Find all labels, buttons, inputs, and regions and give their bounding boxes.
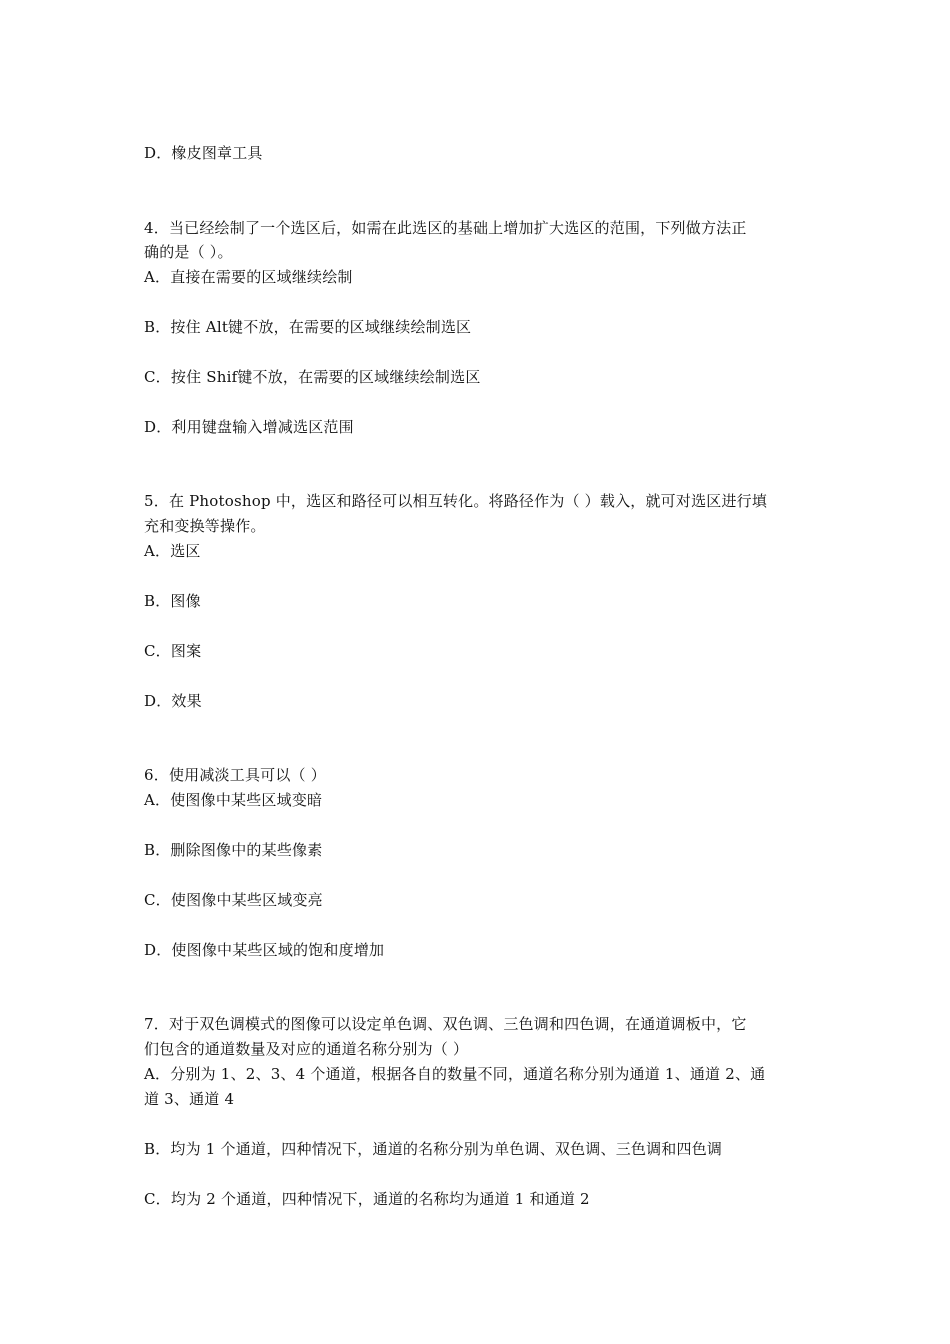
q3-option-d: D．橡皮图章工具 xyxy=(144,144,263,162)
q7-option-c: C．均为 2 个通道，四种情况下，通道的名称均为通道 1 和通道 2 xyxy=(144,1190,590,1208)
q6-stem-line1: 6．使用减淡工具可以（ ） xyxy=(144,766,326,784)
q4-stem-line1: 4．当已经绘制了一个选区后，如需在此选区的基础上增加扩大选区的范围，下列做方法正 xyxy=(144,219,747,237)
q7-option-a-line1: A．分别为 1、2、3、4 个通道，根据各自的数量不同，通道名称分别为通道 1、通道 2、通 xyxy=(144,1065,766,1083)
q6-option-b: B．删除图像中的某些像素 xyxy=(144,841,323,859)
q6-option-a: A．使图像中某些区域变暗 xyxy=(144,791,323,809)
q6-option-c: C．使图像中某些区域变亮 xyxy=(144,891,323,909)
q5-option-d: D．效果 xyxy=(144,692,202,710)
q7-stem-line1: 7．对于双色调模式的图像可以设定单色调、双色调、三色调和四色调，在通道调板中，它 xyxy=(144,1015,747,1033)
q6-option-d: D．使图像中某些区域的饱和度增加 xyxy=(144,941,385,959)
q4-option-d: D．利用键盘输入增减选区范围 xyxy=(144,418,354,436)
q5-option-b: B．图像 xyxy=(144,592,201,610)
q4-option-a: A．直接在需要的区域继续绘制 xyxy=(144,268,353,286)
q5-option-a: A．选区 xyxy=(144,542,201,560)
q4-option-c: C．按住 Shif键不放，在需要的区域继续绘制选区 xyxy=(144,368,481,386)
q4-stem-line2: 确的是（ ）。 xyxy=(144,243,233,261)
q5-stem-line2: 充和变换等操作。 xyxy=(144,517,266,535)
q7-option-b: B．均为 1 个通道，四种情况下，通道的名称分别为单色调、双色调、三色调和四色调 xyxy=(144,1140,723,1158)
q7-stem-line2: 们包含的通道数量及对应的通道名称分别为（ ） xyxy=(144,1040,469,1058)
q5-stem-line1: 5．在 Photoshop 中，选区和路径可以相互转化。将路径作为（ ）载入，就可对选区进行填 xyxy=(144,492,768,510)
q4-option-b: B．按住 Alt键不放，在需要的区域继续绘制选区 xyxy=(144,318,472,336)
q7-option-a-line2: 道 3、通道 4 xyxy=(144,1090,235,1108)
q5-option-c: C．图案 xyxy=(144,642,202,660)
